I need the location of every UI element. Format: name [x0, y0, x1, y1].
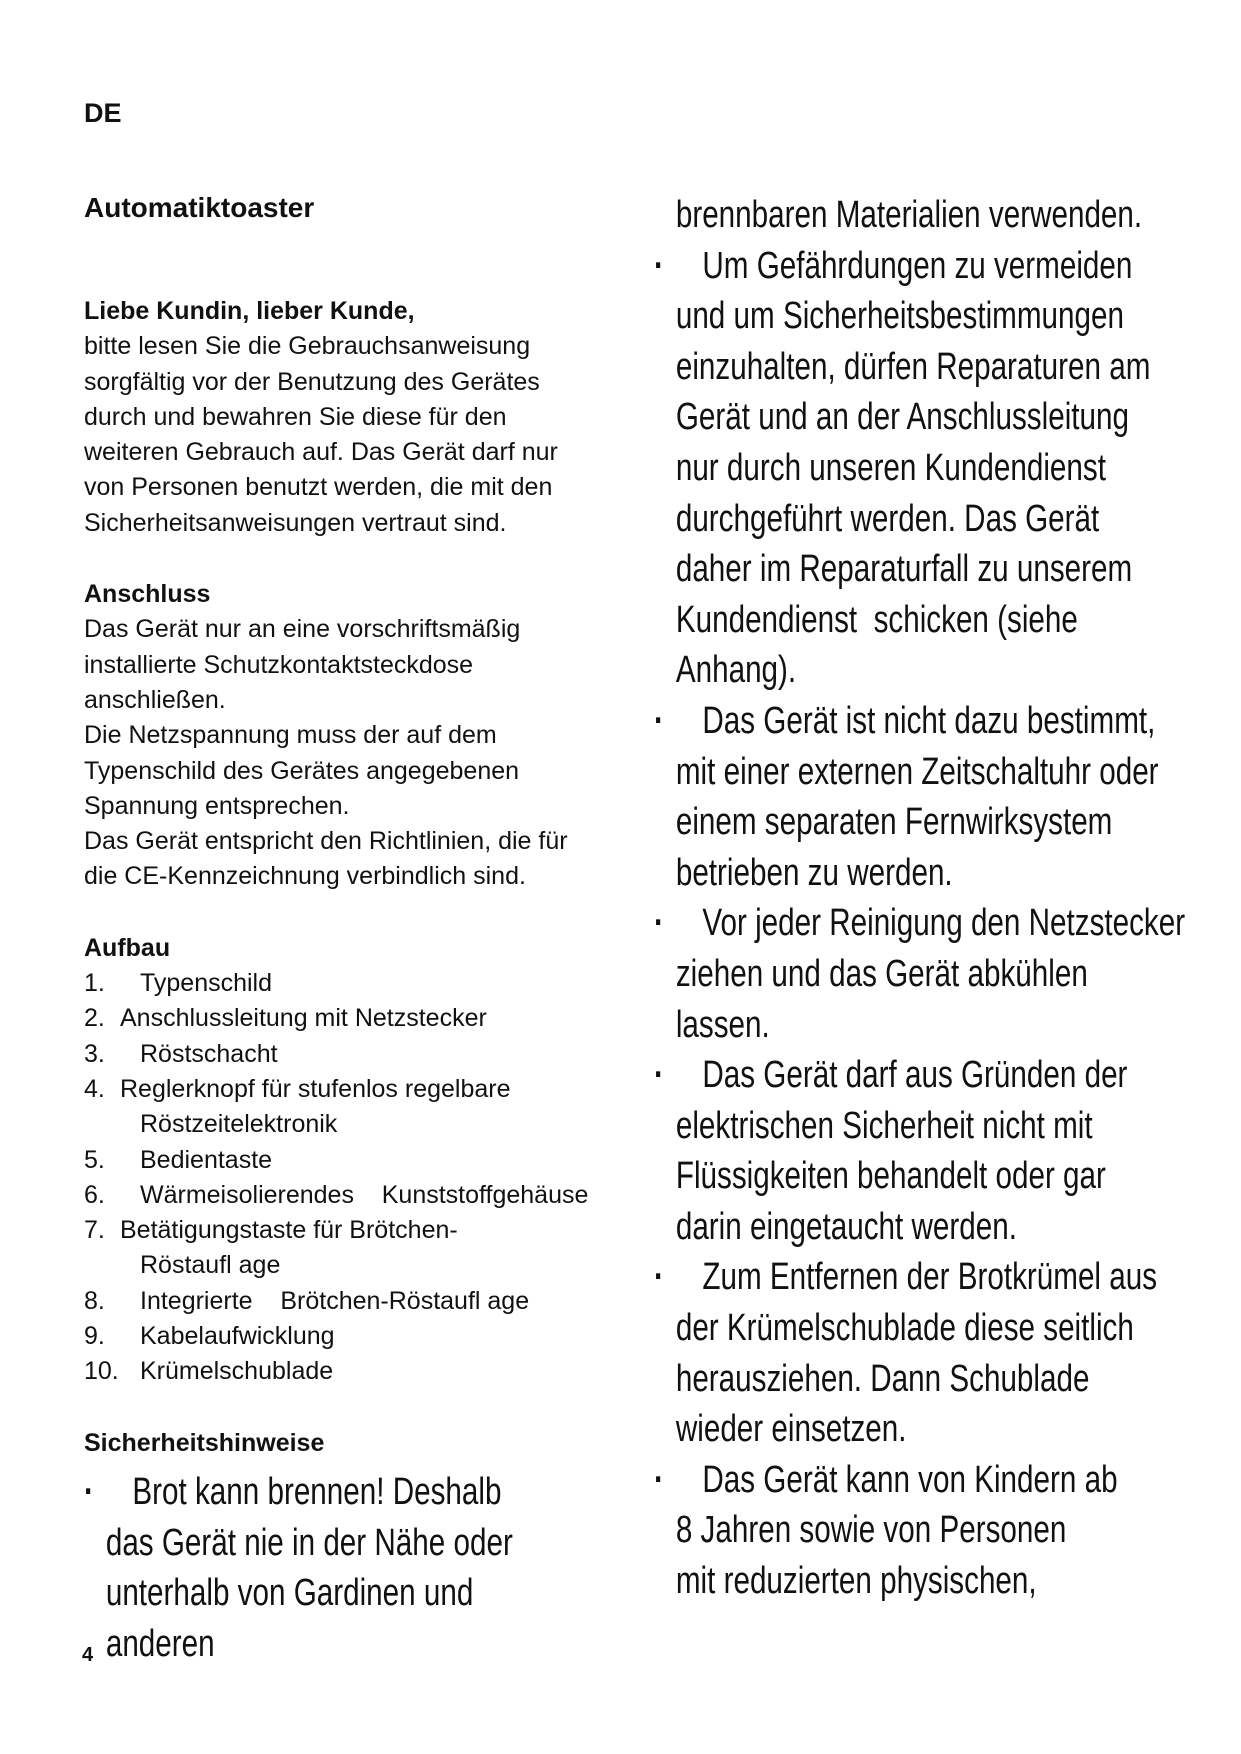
- anschluss-line: anschließen.: [84, 685, 226, 714]
- safety-item-line: Gerät und an der Anschlussleitung: [675, 396, 1129, 439]
- item-number: 2.: [84, 1004, 105, 1033]
- item-number: 1.: [84, 969, 105, 998]
- anschluss-heading: Anschluss: [84, 580, 211, 609]
- aufbau-section: [84, 931, 644, 1390]
- item-text: Bedientaste: [140, 1145, 273, 1174]
- item-number: 3.: [84, 1039, 105, 1068]
- intro-line: sorgfältig vor der Benutzung des Gerätes: [84, 367, 540, 396]
- item-text: Wärmeisolierendes Kunststoffgehäuse: [140, 1180, 589, 1209]
- safety-item-line: Flüssigkeiten behandelt oder gar: [675, 1155, 1106, 1198]
- list-item: [84, 1354, 644, 1389]
- anschluss-line: installierte Schutzkontaktsteckdose: [84, 650, 474, 679]
- safety-item-line: 8 Jahren sowie von Personen: [675, 1509, 1067, 1552]
- bullet-icon: ·: [654, 902, 664, 945]
- safety-item-line: mit reduzierten physischen,: [675, 1560, 1037, 1603]
- anschluss-line: Spannung entsprechen.: [84, 791, 350, 820]
- item-number: 7.: [84, 1216, 105, 1245]
- safety-item-line: einem separaten Fernwirksystem: [675, 801, 1113, 844]
- item-text: Krümelschublade: [140, 1357, 334, 1386]
- sicherheit-section: [84, 1426, 644, 1670]
- safety-item-first-line: Zum Entfernen der Brotkrümel aus: [702, 1256, 1158, 1299]
- item-text: Betätigungstaste für Brötchen-: [120, 1216, 458, 1245]
- item-text: Anschlussleitung mit Netzstecker: [120, 1004, 487, 1033]
- intro-line: Sicherheitsanweisungen vertraut sind.: [84, 508, 507, 537]
- right-column: [654, 190, 1216, 1607]
- item-continuation: Röstaufl age: [140, 1251, 281, 1280]
- safety-item-line: Kundendienst schicken (siehe: [675, 598, 1078, 641]
- safety-item-first-line: Vor jeder Reinigung den Netzstecker: [702, 902, 1186, 945]
- list-item: [84, 1284, 644, 1319]
- intro-heading: Liebe Kundin, lieber Kunde,: [84, 297, 415, 325]
- item-text: Typenschild: [140, 969, 273, 998]
- anschluss-line: die CE-Kennzeichnung verbindlich sind.: [84, 862, 526, 891]
- item-text: Reglerknopf für stufenlos regelbare: [120, 1074, 511, 1103]
- safety-item-line: wieder einsetzen.: [675, 1408, 907, 1451]
- intro-line: von Personen benutzt werden, die mit den: [84, 473, 553, 502]
- language-code: DE: [84, 98, 122, 128]
- safety-item-first-line: Brot kann brennen! Deshalb: [132, 1470, 502, 1513]
- safety-item-line: ziehen und das Gerät abkühlen: [675, 952, 1088, 995]
- safety-list-left: [84, 1467, 568, 1669]
- safety-item-line: herausziehen. Dann Schublade: [675, 1357, 1090, 1400]
- safety-item-line: darin eingetaucht werden.: [675, 1205, 1017, 1248]
- safety-item-line: durchgeführt werden. Das Gerät: [675, 497, 1100, 540]
- anschluss-line: Die Netzspannung muss der auf dem: [84, 721, 497, 750]
- bullet-icon: ·: [654, 1054, 664, 1097]
- bullet-icon: ·: [654, 1256, 664, 1299]
- safety-item-line: und um Sicherheitsbestimmungen: [675, 295, 1124, 338]
- safety-item-line: nur durch unseren Kundendienst: [675, 446, 1106, 489]
- item-number: 10.: [84, 1357, 119, 1386]
- anschluss-line: Typenschild des Gerätes angegebenen: [84, 756, 520, 785]
- safety-item: [654, 696, 1216, 898]
- sicherheit-heading: Sicherheitshinweise: [84, 1428, 325, 1457]
- item-continuation: Röstzeitelektronik: [140, 1110, 338, 1139]
- intro-line: weiteren Gebrauch auf. Das Gerät darf nur: [84, 438, 558, 467]
- item-number: 4.: [84, 1074, 105, 1103]
- anschluss-line: Das Gerät entspricht den Richtlinien, die für: [84, 827, 568, 856]
- safety-item: [654, 898, 1216, 1050]
- list-item: [84, 1001, 644, 1036]
- safety-item-line: das Gerät nie in der Nähe oder: [105, 1521, 513, 1564]
- safety-item-line: elektrischen Sicherheit nicht mit: [675, 1104, 1093, 1147]
- intro-line: bitte lesen Sie die Gebrauchsanweisung: [84, 332, 531, 361]
- list-item: [84, 1213, 644, 1284]
- list-item: [84, 1143, 644, 1178]
- bullet-icon: ·: [654, 1458, 664, 1501]
- safety-item: [84, 1467, 568, 1669]
- safety-item-line: mit einer externen Zeitschaltuhr oder: [675, 750, 1159, 793]
- list-item: [84, 1037, 644, 1072]
- safety-item-line: lassen.: [675, 1003, 770, 1046]
- item-number: 5.: [84, 1145, 105, 1174]
- safety-item: [654, 1252, 1216, 1454]
- list-item: [84, 1178, 644, 1213]
- item-number: 6.: [84, 1180, 105, 1209]
- page-number: 4: [82, 1644, 94, 1666]
- safety-item-line: betrieben zu werden.: [675, 851, 953, 894]
- anschluss-section: [84, 577, 644, 895]
- item-text: Röstschacht: [140, 1039, 278, 1068]
- aufbau-heading: Aufbau: [84, 933, 171, 962]
- safety-item-first-line: Das Gerät darf aus Gründen der: [702, 1054, 1128, 1097]
- document-title: Automatiktoaster: [84, 192, 315, 223]
- intro-section: [84, 294, 644, 541]
- list-item: [84, 966, 644, 1001]
- bullet-icon: ·: [654, 699, 664, 742]
- safety-item-first-line: Um Gefährdungen zu vermeiden: [702, 244, 1133, 287]
- safety-lead-line: brennbaren Materialien verwenden.: [675, 194, 1143, 236]
- left-column: [84, 190, 644, 1669]
- list-item: [84, 1072, 644, 1143]
- safety-item-line: einzuhalten, dürfen Reparaturen am: [675, 345, 1151, 388]
- intro-line: durch und bewahren Sie diese für den: [84, 402, 507, 431]
- item-text: Integrierte Brötchen-Röstaufl age: [140, 1286, 530, 1315]
- safety-item-line: der Krümelschublade diese seitlich: [675, 1307, 1134, 1350]
- anschluss-line: Das Gerät nur an eine vorschriftsmäßig: [84, 615, 521, 644]
- safety-item: [654, 241, 1216, 696]
- item-number: 9.: [84, 1322, 105, 1351]
- safety-item-line: daher im Reparaturfall zu unserem: [675, 548, 1133, 591]
- item-text: Kabelaufwicklung: [140, 1322, 335, 1351]
- safety-item-first-line: Das Gerät ist nicht dazu bestimmt,: [702, 699, 1156, 742]
- safety-item: [654, 1455, 1216, 1607]
- list-item: [84, 1319, 644, 1354]
- safety-item-first-line: Das Gerät kann von Kindern ab: [702, 1458, 1118, 1501]
- safety-item: [654, 1050, 1216, 1252]
- bullet-icon: ·: [84, 1470, 94, 1513]
- parts-list: [84, 966, 644, 1390]
- bullet-icon: ·: [654, 244, 664, 287]
- item-number: 8.: [84, 1286, 105, 1315]
- safety-item-line: unterhalb von Gardinen und anderen: [105, 1572, 474, 1665]
- safety-item-line: Anhang).: [675, 649, 797, 692]
